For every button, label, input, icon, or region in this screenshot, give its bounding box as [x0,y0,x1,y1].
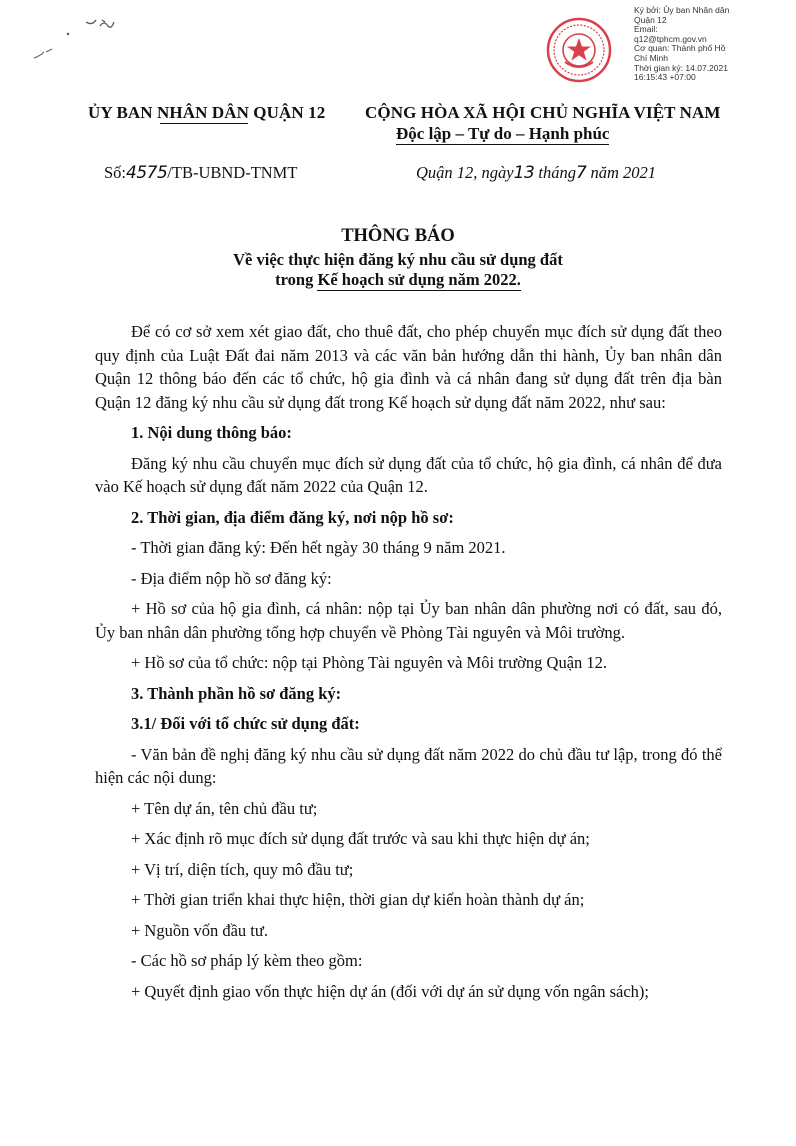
list-item: + Thời gian triển khai thực hiện, thời gian dự kiến hoàn thành dự án; [131,890,585,909]
list-item: + Nguồn vốn đầu tư. [131,920,268,940]
issuing-agency: ỦY BAN NHÂN DÂN QUẬN 12 [88,103,326,122]
day-handwritten: 13 [513,163,535,183]
scan-noise-marks [30,12,130,67]
document-subject-line-1: Về việc thực hiện đăng ký nhu cầu sử dụng đất [233,250,563,269]
paragraph: - Thời gian đăng ký: Đến hết ngày 30 tháng 9 năm 2021. [131,538,506,557]
paragraph: - Văn bản đề nghị đăng ký nhu cầu sử dụng đất năm 2022 do chủ đầu tư lập, trong đó thể hiện các nội dung: [95,744,722,787]
paragraph: - Địa điểm nộp hồ sơ đăng ký: [131,568,332,588]
document-body [95,320,722,1003]
digital-signature-info [634,6,794,83]
month-label: tháng [534,163,576,182]
section-heading-2: 2. Thời gian, địa điểm đăng ký, nơi nộp hồ sơ: [131,507,454,527]
paragraph: + Hồ sơ của hộ gia đình, cá nhân: nộp tại Ủy ban nhân dân phường nơi có đất, sau đó, Ủy ban nhân dân phường tổng hợp chuyển về Phòng Tài nguyên và Môi trường. [95,599,722,642]
signature-line: Thời gian ký: 14.07.2021 [634,62,728,73]
intro-paragraph: Để có cơ sở xem xét giao đất, cho thuê đất, cho phép chuyển mục đích sử dụng đất theo quy định của Luật Đất đai năm 2013 và các văn bản hướng dẫn thi hành, Ủy ban nhân dân Quận 12 thông báo đến các tổ chức, hộ gia đình và cá nhân đang sử dụng đất trên địa bàn Quận 12 đăng ký nhu cầu sử dụng đất trong Kế hoạch sử dụng đất năm 2022, như sau: [95,322,722,412]
signature-line: 16:15:43 +07:00 [634,72,696,83]
doc-no-handwritten: 4575 [126,163,168,183]
doc-no-prefix: Số: [104,163,127,182]
document-title: THÔNG BÁO [341,226,455,246]
motto-text: Độc lập – Tự do – Hạnh phúc [396,124,610,143]
national-motto [0,124,796,144]
signature-line: Email: [634,24,658,35]
signature-line: Ký bởi: Ủy ban Nhân dân [634,5,730,15]
signature-line: q12@tphcm.gov.vn [634,33,707,44]
list-item: + Xác định rõ mục đích sử dụng đất trước và sau khi thực hiện dự án; [131,829,590,848]
paragraph: - Các hồ sơ pháp lý kèm theo gồm: [131,951,363,970]
place-and-date [416,163,656,183]
subject-underlined: Kế hoạch sử dụng năm 2022. [317,270,521,289]
list-item: + Vị trí, diện tích, quy mô đầu tư; [131,859,354,879]
year-text: năm 2021 [586,163,656,182]
section-heading-1: 1. Nội dung thông báo: [131,423,292,442]
place-text: Quận 12, ngày [416,163,514,182]
document-subject-line-2 [0,270,796,290]
list-item: + Tên dự án, tên chủ đầu tư; [131,798,318,818]
document-number [104,163,297,183]
section-heading-3-1: 3.1/ Đối với tổ chức sử dụng đất: [131,714,360,733]
signature-line: Quận 12 [634,14,667,25]
signature-line: Chí Minh [634,52,669,63]
paragraph: Đăng ký nhu cầu chuyển mục đích sử dụng đất của tổ chức, hộ gia đình, cá nhân để đưa vào Kế hoạch sử dụng đất năm 2022 của Quận 12. [95,453,722,496]
subject-prefix: trong [275,270,318,289]
country-name: CỘNG HÒA XÃ HỘI CHỦ NGHĨA VIỆT NAM [365,103,721,122]
list-item: + Quyết định giao vốn thực hiện dự án (đối với dự án sử dụng vốn ngân sách); [131,981,650,1001]
doc-no-suffix: /TB-UBND-TNMT [167,163,298,182]
month-handwritten: 7 [575,163,587,183]
section-heading-3: 3. Thành phần hồ sơ đăng ký: [131,683,342,703]
signature-line: Cơ quan: Thành phố Hồ [634,43,726,54]
paragraph: + Hồ sơ của tổ chức: nộp tại Phòng Tài nguyên và Môi trường Quận 12. [131,653,608,672]
state-emblem-seal-icon [545,16,613,84]
